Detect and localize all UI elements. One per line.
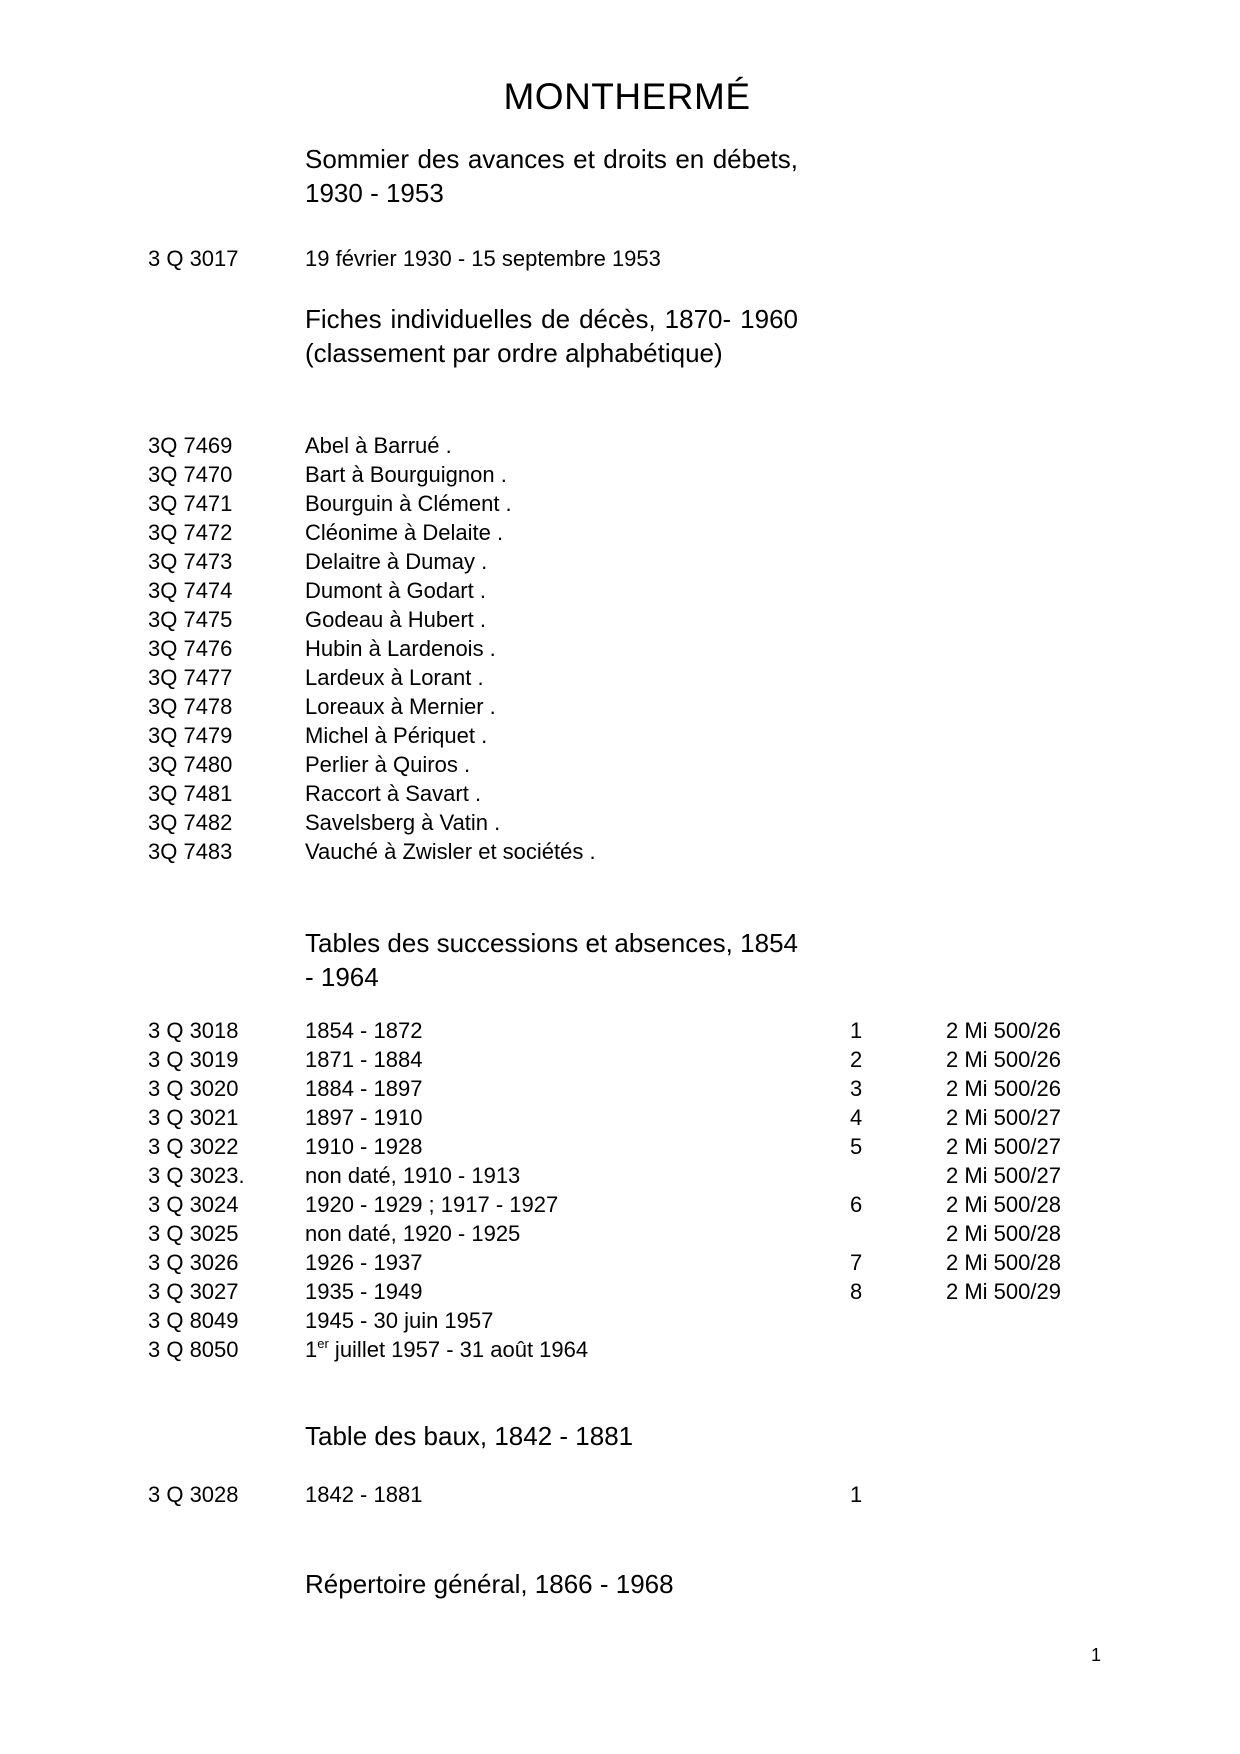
row-desc: Bourguin à Clément . [305,491,512,516]
row-cote: 3Q 7483 [148,839,233,864]
table-row [0,244,1240,273]
row-cote: 3Q 7479 [148,723,233,748]
row-desc: Godeau à Hubert . [305,607,487,632]
table-row [0,1306,1240,1335]
section-heading-sommier: Sommier des avances et droits en débets, 1930 - 1953 [305,144,798,208]
row-desc: Michel à Périquet . [305,723,488,748]
table-row [0,1248,1240,1277]
row-cote: 3Q 7476 [148,636,233,661]
table-row [0,779,1240,808]
row-desc: Delaitre à Dumay . [305,549,488,574]
row-cote: 3 Q 3023. [148,1163,245,1188]
row-desc: Lardeux à Lorant . [305,665,484,690]
row-cote: 3Q 7474 [148,578,233,603]
row-desc: Vauché à Zwisler et sociétés . [305,839,596,864]
row-microfilm: 2 Mi 500/27 [946,1163,1061,1188]
section-heading-baux: Table des baux, 1842 - 1881 [305,1421,634,1451]
row-cote: 3 Q 8049 [148,1308,239,1333]
row-cote: 3Q 7469 [148,433,233,458]
row-microfilm: 2 Mi 500/27 [946,1105,1061,1130]
row-microfilm: 2 Mi 500/28 [946,1192,1061,1217]
table-row [0,576,1240,605]
row-microfilm: 2 Mi 500/26 [946,1076,1061,1101]
row-desc: 1926 - 1937 [305,1250,423,1275]
row-desc: Abel à Barrué . [305,433,452,458]
table-row [0,1103,1240,1132]
row-number: 3 [850,1076,863,1101]
table-row [0,750,1240,779]
row-desc: Perlier à Quiros . [305,752,471,777]
section-heading-successions: Tables des successions et absences, 1854 - 1964 [305,928,798,992]
page-number: 1 [1091,1645,1102,1665]
row-desc: 1910 - 1928 [305,1134,423,1159]
table-row [0,1335,1240,1364]
row-number: 2 [850,1047,863,1072]
row-microfilm: 2 Mi 500/26 [946,1047,1061,1072]
row-desc: 1871 - 1884 [305,1047,423,1072]
ordinal-number: 1 [305,1337,318,1362]
row-cote: 3Q 7481 [148,781,233,806]
table-row [0,663,1240,692]
table-row [0,1480,1240,1509]
row-cote: 3Q 7478 [148,694,233,719]
row-microfilm: 2 Mi 500/28 [946,1221,1061,1246]
table-row [0,518,1240,547]
table-row [0,1016,1240,1045]
row-desc: 1884 - 1897 [305,1076,423,1101]
table-row [0,1161,1240,1190]
row-cote: 3 Q 3017 [148,246,239,271]
row-cote: 3 Q 3021 [148,1105,239,1130]
row-desc: Savelsberg à Vatin . [305,810,501,835]
row-cote: 3Q 7471 [148,491,233,516]
row-desc: non daté, 1920 - 1925 [305,1221,521,1246]
row-desc: 1945 - 30 juin 1957 [305,1308,494,1333]
row-desc: Raccort à Savart . [305,781,482,806]
row-cote: 3 Q 8050 [148,1337,239,1362]
row-desc: Dumont à Godart . [305,578,486,603]
row-cote: 3 Q 3026 [148,1250,239,1275]
row-desc-text: juillet 1957 - 31 août 1964 [328,1337,589,1362]
row-microfilm: 2 Mi 500/29 [946,1279,1061,1304]
row-microfilm: 2 Mi 500/27 [946,1134,1061,1159]
row-cote: 3Q 7473 [148,549,233,574]
table-row [0,837,1240,866]
row-cote: 3 Q 3020 [148,1076,239,1101]
row-microfilm: 2 Mi 500/26 [946,1018,1061,1043]
row-cote: 3Q 7480 [148,752,233,777]
row-number: 1 [850,1482,863,1507]
row-cote: 3Q 7482 [148,810,233,835]
row-number: 6 [850,1192,863,1217]
table-row [0,489,1240,518]
row-number: 5 [850,1134,863,1159]
table-row [0,1277,1240,1306]
row-cote: 3 Q 3019 [148,1047,239,1072]
row-desc: 1935 - 1949 [305,1279,423,1304]
row-desc: Loreaux à Mernier . [305,694,496,719]
row-cote: 3 Q 3028 [148,1482,239,1507]
row-cote: 3 Q 3024 [148,1192,239,1217]
section-heading-repertoire: Répertoire général, 1866 - 1968 [305,1569,674,1599]
row-desc: Hubin à Lardenois . [305,636,496,661]
row-cote: 3 Q 3018 [148,1018,239,1043]
table-row [0,1219,1240,1248]
row-desc: 1854 - 1872 [305,1018,423,1043]
row-number: 4 [850,1105,863,1130]
table-row [0,605,1240,634]
row-number: 8 [850,1279,863,1304]
row-number: 1 [850,1018,863,1043]
table-row [0,721,1240,750]
row-desc: Cléonime à Delaite . [305,520,504,545]
row-microfilm: 2 Mi 500/28 [946,1250,1061,1275]
page-title: MONTHERMÉ [503,76,751,117]
row-number: 7 [850,1250,863,1275]
section-heading-fiches: Fiches individuelles de décès, 1870- 1960 (classement par ordre alphabétique) [305,304,798,368]
row-desc: 1842 - 1881 [305,1482,423,1507]
row-cote: 3Q 7472 [148,520,233,545]
row-cote: 3 Q 3022 [148,1134,239,1159]
table-row [0,634,1240,663]
row-desc [305,1335,588,1364]
row-cote: 3Q 7470 [148,462,233,487]
table-row [0,1045,1240,1074]
row-desc: 19 février 1930 - 15 septembre 1953 [305,246,661,271]
ordinal-suffix: er [317,1336,329,1351]
row-cote: 3Q 7477 [148,665,233,690]
row-desc: 1920 - 1929 ; 1917 - 1927 [305,1192,559,1217]
table-row [0,1132,1240,1161]
table-row [0,547,1240,576]
table-row [0,808,1240,837]
table-row [0,692,1240,721]
row-cote: 3 Q 3025 [148,1221,239,1246]
row-desc: non daté, 1910 - 1913 [305,1163,521,1188]
table-row [0,1190,1240,1219]
row-desc: 1897 - 1910 [305,1105,423,1130]
table-row [0,431,1240,460]
row-cote: 3 Q 3027 [148,1279,239,1304]
row-cote: 3Q 7475 [148,607,233,632]
table-row [0,1074,1240,1103]
table-row [0,460,1240,489]
row-desc: Bart à Bourguignon . [305,462,507,487]
